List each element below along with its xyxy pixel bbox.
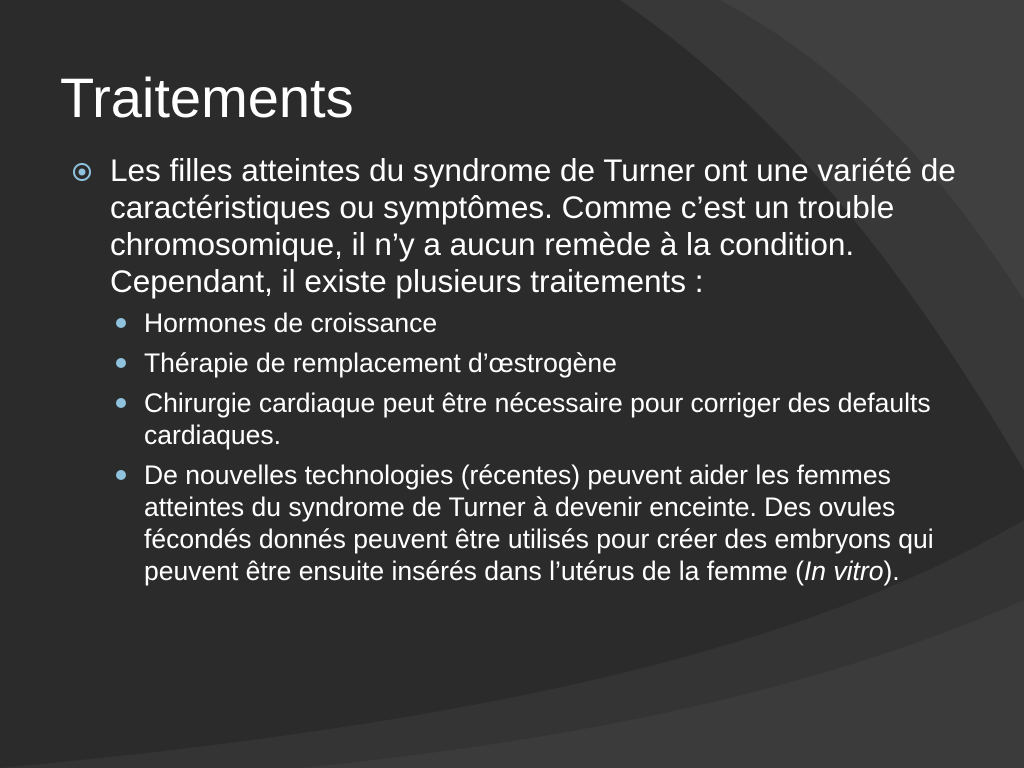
list-item	[110, 459, 992, 587]
dot-bullet-icon	[116, 398, 126, 408]
main-bullet-item	[72, 152, 992, 300]
sub-bullet-text-before: De nouvelles technologies (récentes) peuvent aider les femmes atteintes du syndrome de Turner à devenir enceinte. Des ovules fécondés donnés peuvent être utilisés pour créer des embryons qui peuvent être ensuite insérés dans l’utérus de la femme (	[144, 460, 934, 586]
sub-bullet-text: Thérapie de remplacement d’œstrogène	[144, 348, 617, 378]
list-item	[110, 307, 992, 339]
list-item	[110, 347, 992, 379]
dot-bullet-icon	[116, 470, 126, 480]
dot-bullet-icon	[116, 318, 126, 328]
sub-bullet-text-after: ).	[883, 556, 900, 586]
sub-bullet-text: Chirurgie cardiaque peut être nécessaire pour corriger des defaults cardiaques.	[144, 388, 931, 450]
sub-bullet-text: Hormones de croissance	[144, 308, 438, 338]
target-bullet-icon	[72, 162, 92, 182]
list-item	[110, 387, 992, 451]
dot-bullet-icon	[116, 358, 126, 368]
sub-bullet-list	[72, 307, 992, 587]
slide-content	[72, 152, 992, 595]
slide-title: Traitements	[60, 66, 354, 129]
main-bullet-text: Les filles atteintes du syndrome de Turner ont une variété de caractéristiques ou symptômes. Comme c’est un trouble chromosomique, il n’y a aucun remède à la condition. Cependant, il existe plusieurs traitements :	[110, 152, 956, 299]
sub-bullet-text-italic: In vitro	[803, 556, 884, 586]
